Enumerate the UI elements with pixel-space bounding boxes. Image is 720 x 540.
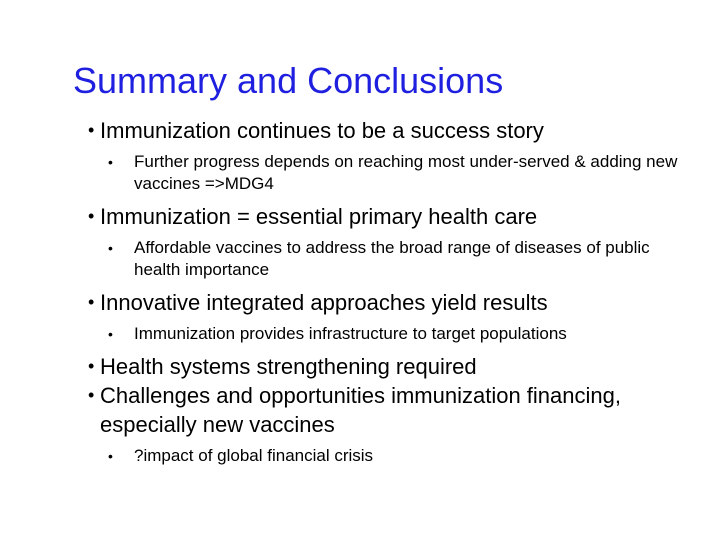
bullet-icon: • — [108, 154, 113, 170]
bullet-icon: • — [88, 385, 95, 405]
sub-bullet-point — [88, 151, 688, 195]
bullet-text: Challenges and opportunities immunization financing, especially new vaccines — [100, 383, 621, 437]
bullet-text: Health systems strengthening required — [100, 354, 477, 379]
bullet-point — [88, 116, 688, 145]
bullet-text: Immunization continues to be a success story — [100, 118, 544, 143]
bullet-icon: • — [108, 240, 113, 256]
sub-bullet-text: Immunization provides infrastructure to target populations — [134, 324, 567, 343]
bullet-point — [88, 352, 688, 381]
bullet-list — [88, 116, 688, 471]
bullet-text: Immunization = essential primary health care — [100, 204, 538, 229]
bullet-text: Innovative integrated approaches yield results — [100, 290, 548, 315]
bullet-point — [88, 288, 688, 317]
bullet-icon: • — [108, 448, 113, 464]
bullet-icon: • — [108, 326, 113, 342]
sub-bullet-point — [88, 323, 688, 345]
sub-bullet-text: Further progress depends on reaching most under-served & adding new vaccines =>MDG4 — [134, 152, 678, 193]
bullet-icon: • — [88, 120, 95, 140]
sub-bullet-point — [88, 237, 688, 281]
bullet-icon: • — [88, 356, 95, 376]
bullet-icon: • — [88, 206, 95, 226]
sub-bullet-text: Affordable vaccines to address the broad range of diseases of public health importance — [134, 238, 650, 279]
sub-bullet-point — [88, 445, 688, 467]
bullet-point — [88, 202, 688, 231]
slide-title: Summary and Conclusions — [73, 60, 504, 101]
sub-bullet-text: ?impact of global financial crisis — [134, 446, 374, 465]
bullet-point — [88, 381, 688, 439]
bullet-icon: • — [88, 292, 95, 312]
